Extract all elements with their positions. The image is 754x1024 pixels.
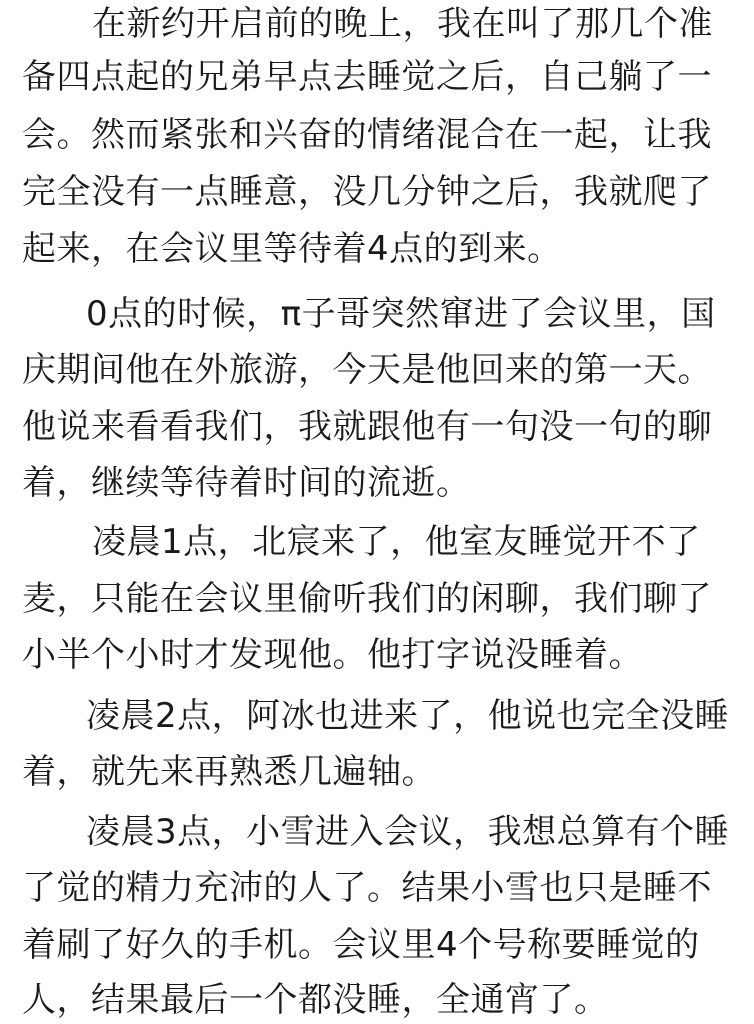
text-line: 人，结果最后一个都没睡，全通宵了。 (22, 980, 609, 1020)
text-line: 着刷了好久的手机。会议里4个号称要睡觉的 (22, 925, 700, 965)
text-line: 凌晨1点，北宸来了，他室友睡觉开不了 (92, 522, 701, 562)
text-line: 他说来看看我们，我就跟他有一句没一句的聊 (22, 407, 712, 447)
text-line: 了觉的精力充沛的人了。结果小雪也只是睡不 (22, 868, 712, 908)
text-line: 凌晨3点，小雪进入会议，我想总算有个睡 (86, 812, 730, 852)
text-line: 麦，只能在会议里偷听我们的闲聊，我们聊了 (22, 579, 712, 619)
text-line: 会。然而紧张和兴奋的情绪混合在一起，让我 (22, 115, 712, 155)
text-line: 备四点起的兄弟早点去睡觉之后，自己躺了一 (22, 57, 712, 97)
text-line: 着，继续等待着时间的流逝。 (22, 463, 471, 503)
text-line: 0点的时候，π子哥突然窜进了会议里，国 (86, 294, 716, 334)
text-line: 庆期间他在外旅游，今天是他回来的第一天。 (22, 350, 712, 390)
text-line: 凌晨2点，阿冰也进来了，他说也完全没睡 (86, 696, 730, 736)
text-line: 着，就先来再熟悉几遍轴。 (22, 752, 436, 792)
text-line: 起来，在会议里等待着4点的到来。 (22, 229, 562, 269)
text-line: 完全没有一点睡意，没几分钟之后，我就爬了 (22, 172, 712, 212)
text-line: 在新约开启前的晚上，我在叫了那几个准 (92, 4, 713, 44)
text-line: 小半个小时才发现他。他打字说没睡着。 (22, 635, 643, 675)
